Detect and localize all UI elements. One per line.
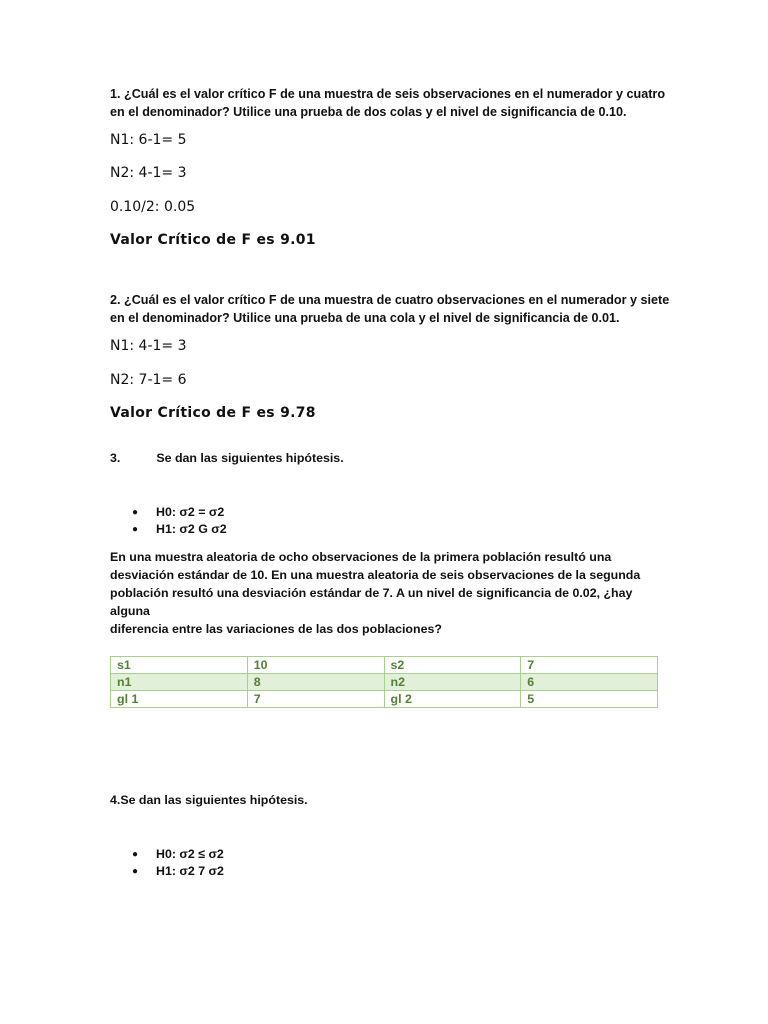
table-cell: n2 [384,674,521,691]
question-3-title: Se dan las siguientes hipótesis. [156,451,344,465]
table-cell: s1 [111,657,248,674]
q4-hypothesis-h1: ● H1: σ2 7 σ2 [132,864,224,878]
bullet-icon: ● [132,507,139,518]
question-1 [110,85,665,121]
question-2 [110,291,669,327]
table-cell: 7 [247,691,384,708]
table-cell: gl 2 [384,691,521,708]
q3-data-table [110,656,658,708]
q3-hypothesis-h0: ● H0: σ2 = σ2 [132,505,225,519]
bullet-icon: ● [132,849,139,860]
question-4-hypotheses [110,846,224,880]
table-cell: gl 1 [111,691,248,708]
question-2-line-1: 2. ¿Cuál es el valor crítico F de una muestra de cuatro observaciones en el numerador y siete [110,293,670,307]
q1-result: Valor Crítico de F es 9.01 [110,232,316,248]
table-row [111,674,658,691]
question-3-hypotheses [110,504,227,538]
question-1-line-2: en el denominador? Utilice una prueba de dos colas y el nivel de significancia de 0.10. [110,105,627,119]
q2-n2-calc: N2: 7-1= 6 [110,372,187,388]
question-3-heading [110,449,344,467]
question-1-line-1: 1. ¿Cuál es el valor crítico F de una muestra de seis observaciones en el numerador y cuatro [110,87,666,101]
q1-n1-calc: N1: 6-1= 5 [110,132,187,148]
table-row [111,691,658,708]
q3-paragraph-line-3: población resultó una desviación estándar de 7. A un nivel de significancia de 0.02, ¿hay alguna [110,586,633,618]
table-row [111,657,658,674]
table-cell: 7 [521,657,658,674]
bullet-icon: ● [132,524,139,535]
q1-n2-calc: N2: 4-1= 3 [110,165,187,181]
bullet-icon: ● [132,866,139,877]
q3-paragraph-line-2: desviación estándar de 10. En una muestra aleatoria de seis observaciones de la segunda [110,568,641,582]
q1-alpha-calc: 0.10/2: 0.05 [110,199,196,215]
table-cell: n1 [111,674,248,691]
q4-hypothesis-h0: ● H0: σ2 ≤ σ2 [132,847,224,861]
table-cell: s2 [384,657,521,674]
table-cell: 5 [521,691,658,708]
table-cell: 8 [247,674,384,691]
q3-paragraph-line-1: En una muestra aleatoria de ocho observaciones de la primera población resultó una [110,550,612,564]
question-2-line-2: en el denominador? Utilice una prueba de una cola y el nivel de significancia de 0.01. [110,311,620,325]
question-4-heading: 4.Se dan las siguientes hipótesis. [110,793,308,807]
q3-paragraph-line-4: diferencia entre las variaciones de las dos poblaciones? [110,622,442,636]
question-3-paragraph [110,548,670,638]
table-cell: 10 [247,657,384,674]
q2-n1-calc: N1: 4-1= 3 [110,338,187,354]
q3-hypothesis-h1: ● H1: σ2 G σ2 [132,522,227,536]
q2-result: Valor Crítico de F es 9.78 [110,405,316,421]
table-cell: 6 [521,674,658,691]
question-3-number: 3. [110,451,121,465]
